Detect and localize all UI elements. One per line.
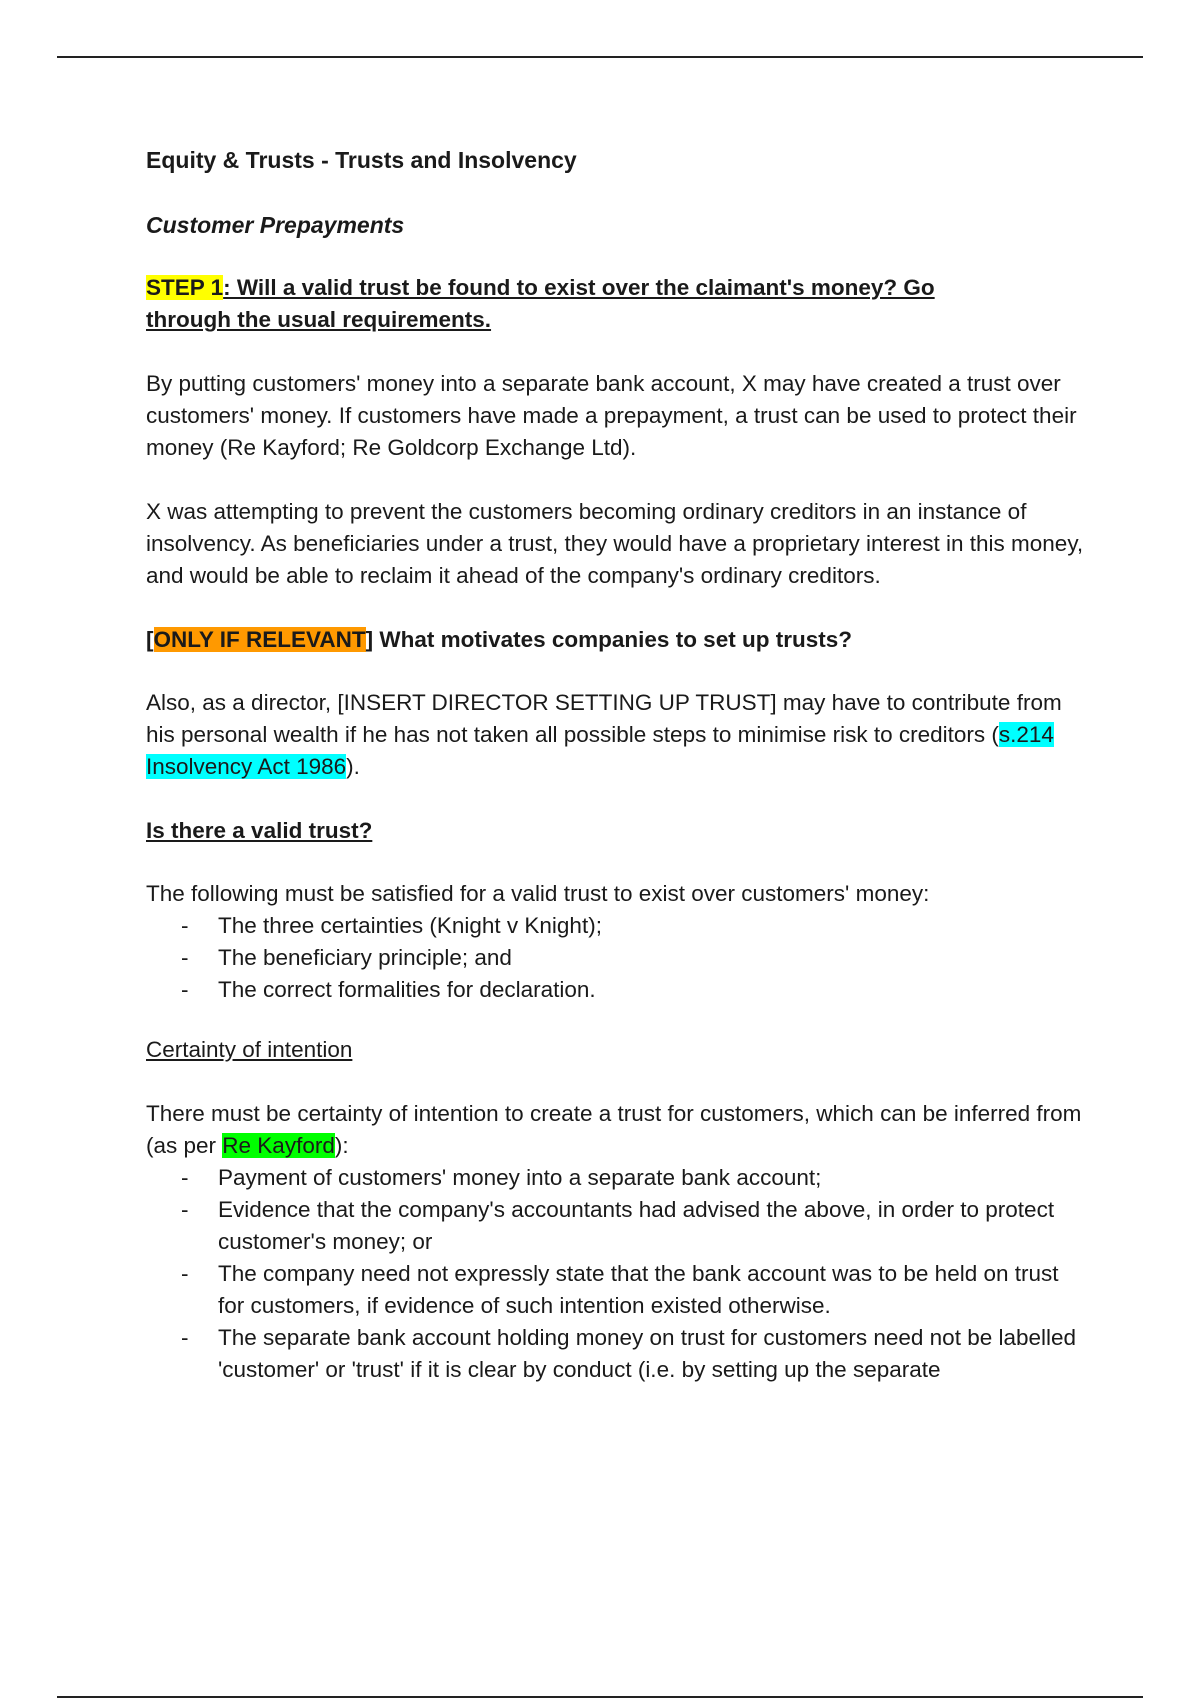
relevant-label: ONLY IF RELEVANT	[153, 627, 366, 652]
paragraph-certainty-end: ):	[334, 1133, 349, 1158]
list-item: - The company need not expressly state that the bank account was to be held on trust for customers, if evidence of such intention existed otherwise.	[146, 1258, 1086, 1322]
paragraph-director	[146, 687, 1086, 783]
paragraph-insolvency: X was attempting to prevent the customers becoming ordinary creditors in an instance of insolvency. As beneficiaries under a trust, they would have a proprietary interest in this money, and would be able to reclaim it ahead of the company's ordinary creditors.	[146, 499, 1084, 588]
list-item: - Evidence that the company's accountants had advised the above, in order to protect customer's money; or	[146, 1194, 1086, 1258]
relevant-close-bracket: ]	[365, 627, 374, 652]
document-title: Equity & Trusts - Trusts and Insolvency	[146, 147, 577, 173]
step-heading	[146, 272, 1086, 336]
paragraph-director-text: Also, as a director, [INSERT DIRECTOR SETTING UP TRUST] may have to contribute from his personal wealth if he has not taken all possible steps to minimise risk to creditors (	[146, 690, 1062, 747]
final-list	[146, 1322, 1086, 1386]
case-reference: Re Kayford	[222, 1133, 335, 1158]
intention-list	[146, 1162, 1086, 1322]
paragraph-separate-account: By putting customers' money into a separate bank account, X may have created a trust over customers' money. If customers have made a prepayment, a trust can be used to protect their money (Re Kayford; Re Goldcorp Exchange Ltd).	[146, 371, 1077, 460]
list-item: - Payment of customers' money into a separate bank account;	[146, 1162, 1086, 1194]
statute-reference: s.214 Insolvency Act 1986	[146, 722, 1054, 779]
relevant-question: What motivates companies to set up trusts?	[373, 627, 852, 652]
certainty-heading: Certainty of intention	[146, 1037, 353, 1062]
valid-trust-heading: Is there a valid trust?	[146, 818, 373, 843]
document-subtitle: Customer Prepayments	[146, 212, 405, 238]
paragraph-requirements-intro: The following must be satisfied for a valid trust to exist over customers' money:	[146, 881, 930, 906]
list-item: - The correct formalities for declaration.	[146, 974, 1086, 1006]
step-text-line2: through the usual requirements.	[146, 307, 492, 332]
list-item: - The beneficiary principle; and	[146, 942, 1086, 974]
document-page	[146, 140, 1086, 1386]
top-rule	[57, 56, 1143, 58]
relevant-heading	[146, 624, 1086, 656]
step-text-line1: : Will a valid trust be found to exist over the claimant's money? Go	[223, 275, 935, 300]
list-item: - The separate bank account holding money on trust for customers need not be labelled 'customer' or 'trust' if it is clear by conduct (i.e. by setting up the separate	[146, 1322, 1086, 1386]
paragraph-certainty	[146, 1098, 1086, 1162]
relevant-open-bracket: [	[146, 627, 154, 652]
list-item: - The three certainties (Knight v Knight);	[146, 910, 1086, 942]
bottom-rule	[57, 1696, 1143, 1698]
paragraph-director-end: ).	[346, 754, 360, 779]
requirements-list	[146, 910, 1086, 1006]
step-label: STEP 1	[146, 275, 224, 300]
paragraph-certainty-text: There must be certainty of intention to create a trust for customers, which can be inferred from (as per	[146, 1101, 1082, 1158]
